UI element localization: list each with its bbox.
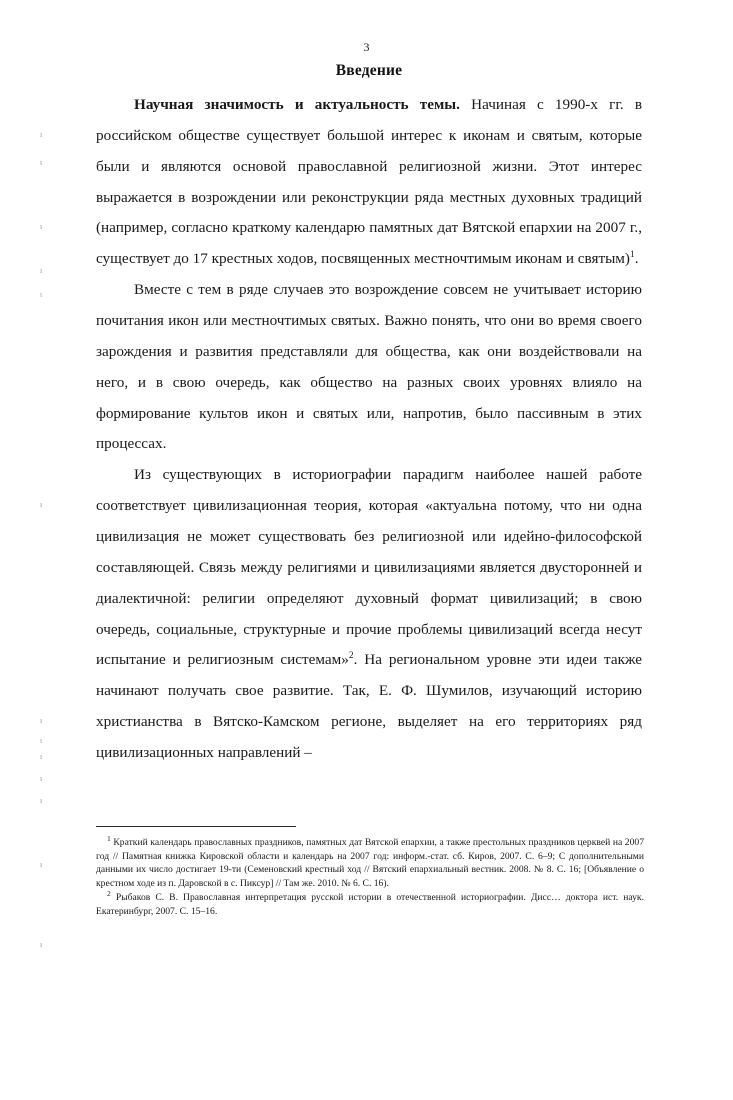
document-body xyxy=(96,62,642,769)
footnote-ref-1[interactable]: 1 xyxy=(629,250,635,261)
paragraph-2-text: Вместе с тем в ряде случаев это возрождение совсем не учитывает историю почитания икон или местночтимых святых. Важно понять, что они во время своего зарождения и развития представляли для общества, как они воздействовали на него, и в свою очередь, как общество на разных своих уровнях влияло на формирование культов икон и святых или, напротив, было пассивным в этих процессах. xyxy=(96,281,642,453)
paragraph-2 xyxy=(96,275,642,460)
paragraph-1: Научная значимость и актуальность темы. Начиная с 1990-х гг. в российском обществе существует большой интерес к иконам и святым, которые были и являются основой православной религиозной жизни. Этот интерес выражается в возрождении или реконструкции ряда местных духовных традиций (например, согласно краткому календарю памятных дат Вятской епархии на 2007 г., существует до 17 крестных ходов, посвященных местночтимым иконам и святым)$^1$. xyxy=(96,96,642,268)
paragraph-1-text: Начиная с 1990-х гг. в российском обществе существует большой интерес к иконам и святым, которые были и являются основой православной религиозной жизни. Этот интерес выражается в возрождении или реконструкции ряда местных духовных традиций (например, согласно краткому календарю памятных дат Вятской епархии на 2007 г., существует до 17 крестных ходов, посвященных местночтимым иконам и святым) xyxy=(96,96,642,268)
page-number: 3 xyxy=(363,40,370,54)
footnote-separator xyxy=(96,826,296,827)
paragraph-3 xyxy=(96,460,642,769)
paragraph-1-lead: Научная значимость и актуальность темы. xyxy=(134,96,460,113)
paragraph-3-tail: . На региональном уровне эти идеи также начинают получать свое развитие. Так, Е. Ф. Шумилов, изучающий историю христианства в Вятско-Камском регионе, выделяет на его территориях ряд цивилизационных направлений – xyxy=(96,651,642,762)
footnote-1-text: Краткий календарь православных праздников, памятных дат Вятской епархии, а также престольных праздников церквей на 2007 год // Памятная книжка Кировской области и календарь на 2007 год: информ.-стат. сб. Киров, 2007. С. 6–9; С дополнительными данными их число достигает 19-ти (Семеновский крестный ход // Вятский епархиальный вестник. 2008. № 8. С. 16; [Объявление о крестном ходе из п. Даровской в с. Пиксур] // Там же. 2010. № 6. С. 16). xyxy=(96,837,644,889)
footnote-1 xyxy=(96,833,644,890)
footnote-ref-2[interactable]: 2 xyxy=(348,651,354,662)
footnote-2-text: Рыбаков С. В. Православная интерпретация русской истории в отечественной историографии. Дисс… доктора ист. наук. Екатеринбург, 2007. С. 15–16. xyxy=(96,892,644,918)
footnote-2 xyxy=(96,891,644,918)
footnote-area xyxy=(96,833,644,920)
paragraph-3-text: Из существующих в историографии парадигм наиболее нашей работе соответствует цивилизационная теория, которая «актуальна потому, что ни одна цивилизация не может существовать без религиозной или идейно-философской составляющей. Связь между религиями и цивилизациями является двусторонней и диалектичной: религии определяют духовный формат цивилизаций; в свою очередь, социальные, структурные и прочие проблемы цивилизаций всегда несут испытание и религиозным системам» xyxy=(96,466,642,669)
scan-artifacts: ı ɩ ı ı ɩ ı ı ɩ ı ı ı ı ı xyxy=(40,130,43,949)
footnote-2-mark: 2 xyxy=(107,889,111,899)
footnote-1-mark: 1 xyxy=(107,833,111,843)
page-title: Введение xyxy=(335,62,403,79)
